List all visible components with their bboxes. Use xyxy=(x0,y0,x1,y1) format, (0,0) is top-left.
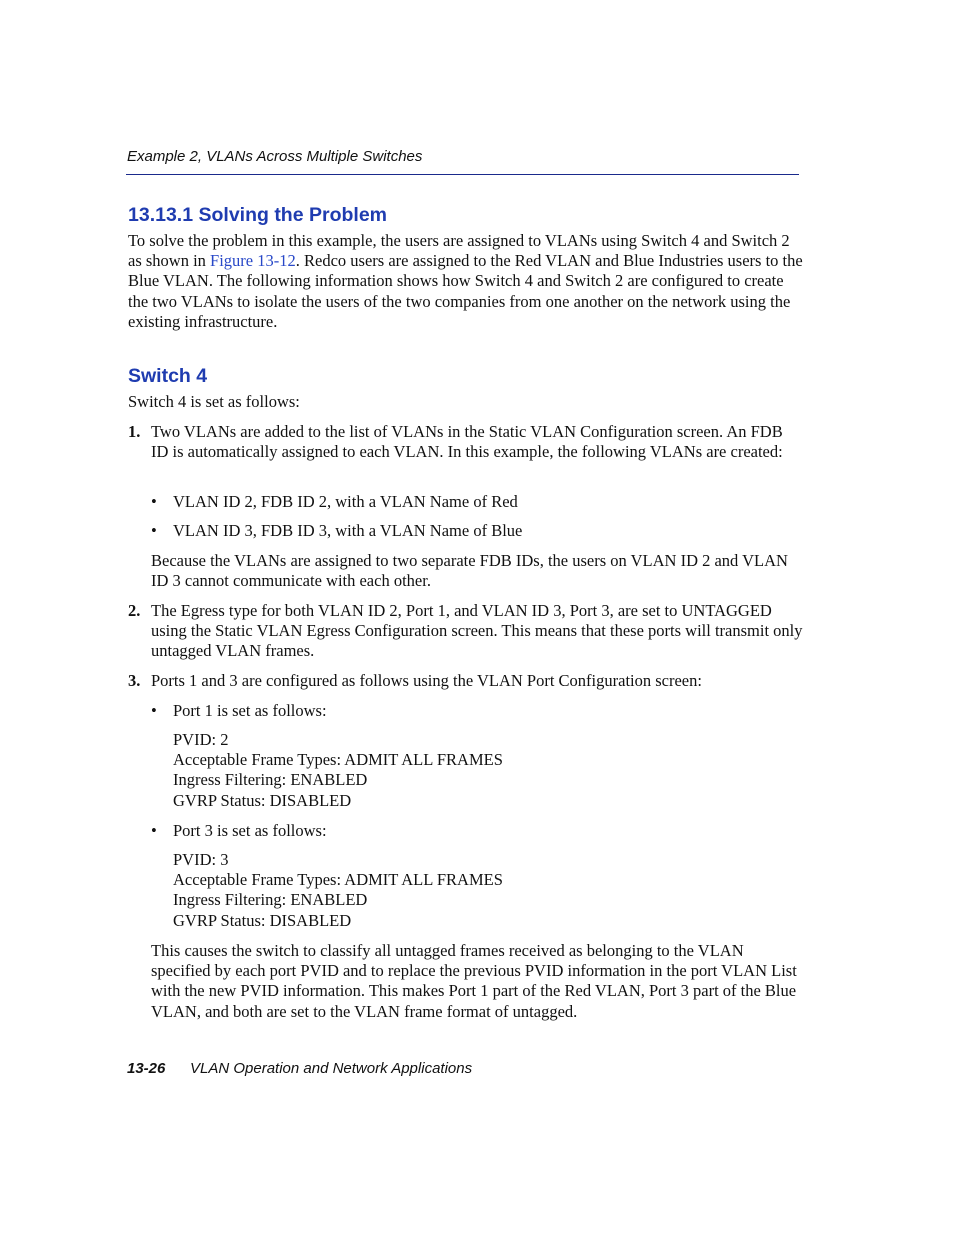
port3-pvid: PVID: 3 xyxy=(173,850,229,869)
port3-ingress: Ingress Filtering: ENABLED xyxy=(173,890,368,910)
step-note-1: Because the VLANs are assigned to two separate FDB IDs, the users on VLAN ID 2 and VLAN ID 3 cannot communicate with each other. xyxy=(151,551,788,591)
step-note-3: This causes the switch to classify all untagged frames received as belonging to the VLAN specified by each port PVID and to replace the previous PVID information in the port VLAN List with the new PVID information. This makes Port 1 part of the Red VLAN, Port 3 part of the Blue VLAN, and both are set to the VLAN frame format of untagged. xyxy=(151,941,797,1021)
switch4-heading: Switch 4 xyxy=(128,365,208,387)
switch4-intro: Switch 4 is set as follows: xyxy=(128,392,300,411)
step-text-1: Two VLANs are added to the list of VLANs in the Static VLAN Configuration screen. An FDB ID is automatically assigned to each VLAN. In this example, the following VLANs are created: xyxy=(151,422,783,462)
port1-frame-types: Acceptable Frame Types: ADMIT ALL FRAMES xyxy=(173,750,503,770)
port3-settings xyxy=(173,850,803,931)
step-number-3: 3. xyxy=(128,671,141,690)
step-number-1: 1. xyxy=(128,422,141,441)
port1-gvrp: GVRP Status: DISABLED xyxy=(173,790,352,810)
figure-link[interactable]: Figure 13-12 xyxy=(210,251,296,271)
bullet-marker: • xyxy=(151,821,157,840)
intro-text-2: . Redco users are assigned to the Red VLAN and Blue Industries users to the Blue VLAN. The following information shows how Switch 4 and Switch 2 are configured to create the two VLANs to isolate the users of the two companies from one another on the network using the existing infrastructure. xyxy=(128,251,803,331)
chapter-title: VLAN Operation and Network Applications xyxy=(190,1060,473,1077)
vlan-bullet-1: VLAN ID 2, FDB ID 2, with a VLAN Name of Red xyxy=(173,492,518,511)
port1-settings xyxy=(173,730,803,811)
port1-label: Port 1 is set as follows: xyxy=(173,701,327,720)
section-heading: 13.13.1 Solving the Problem xyxy=(128,204,388,226)
step-number-2: 2. xyxy=(128,601,141,620)
vlan-bullet-2: VLAN ID 3, FDB ID 3, with a VLAN Name of Blue xyxy=(173,521,523,540)
step-text-3: Ports 1 and 3 are configured as follows using the VLAN Port Configuration screen: xyxy=(151,671,702,690)
header-rule xyxy=(126,174,799,175)
port3-gvrp: GVRP Status: DISABLED xyxy=(173,910,352,930)
section-intro xyxy=(128,231,803,332)
page-number: 13-26 xyxy=(127,1060,166,1077)
intro-text-1: To solve the problem in this example, the users are assigned to VLANs using Switch 4 and Switch 2 as shown in xyxy=(128,231,790,271)
running-header: Example 2, VLANs Across Multiple Switches xyxy=(127,148,423,165)
bullet-marker: • xyxy=(151,701,157,720)
bullet-marker: • xyxy=(151,492,157,511)
port3-label: Port 3 is set as follows: xyxy=(173,821,327,840)
port3-frame-types: Acceptable Frame Types: ADMIT ALL FRAMES xyxy=(173,870,503,890)
port1-pvid: PVID: 2 xyxy=(173,730,229,749)
port1-ingress: Ingress Filtering: ENABLED xyxy=(173,770,368,790)
bullet-marker: • xyxy=(151,521,157,540)
step-text-2: The Egress type for both VLAN ID 2, Port 1, and VLAN ID 3, Port 3, are set to UNTAGGED using the Static VLAN Egress Configuration screen. This means that these ports will transmit only untagged VLAN frames. xyxy=(151,601,803,661)
